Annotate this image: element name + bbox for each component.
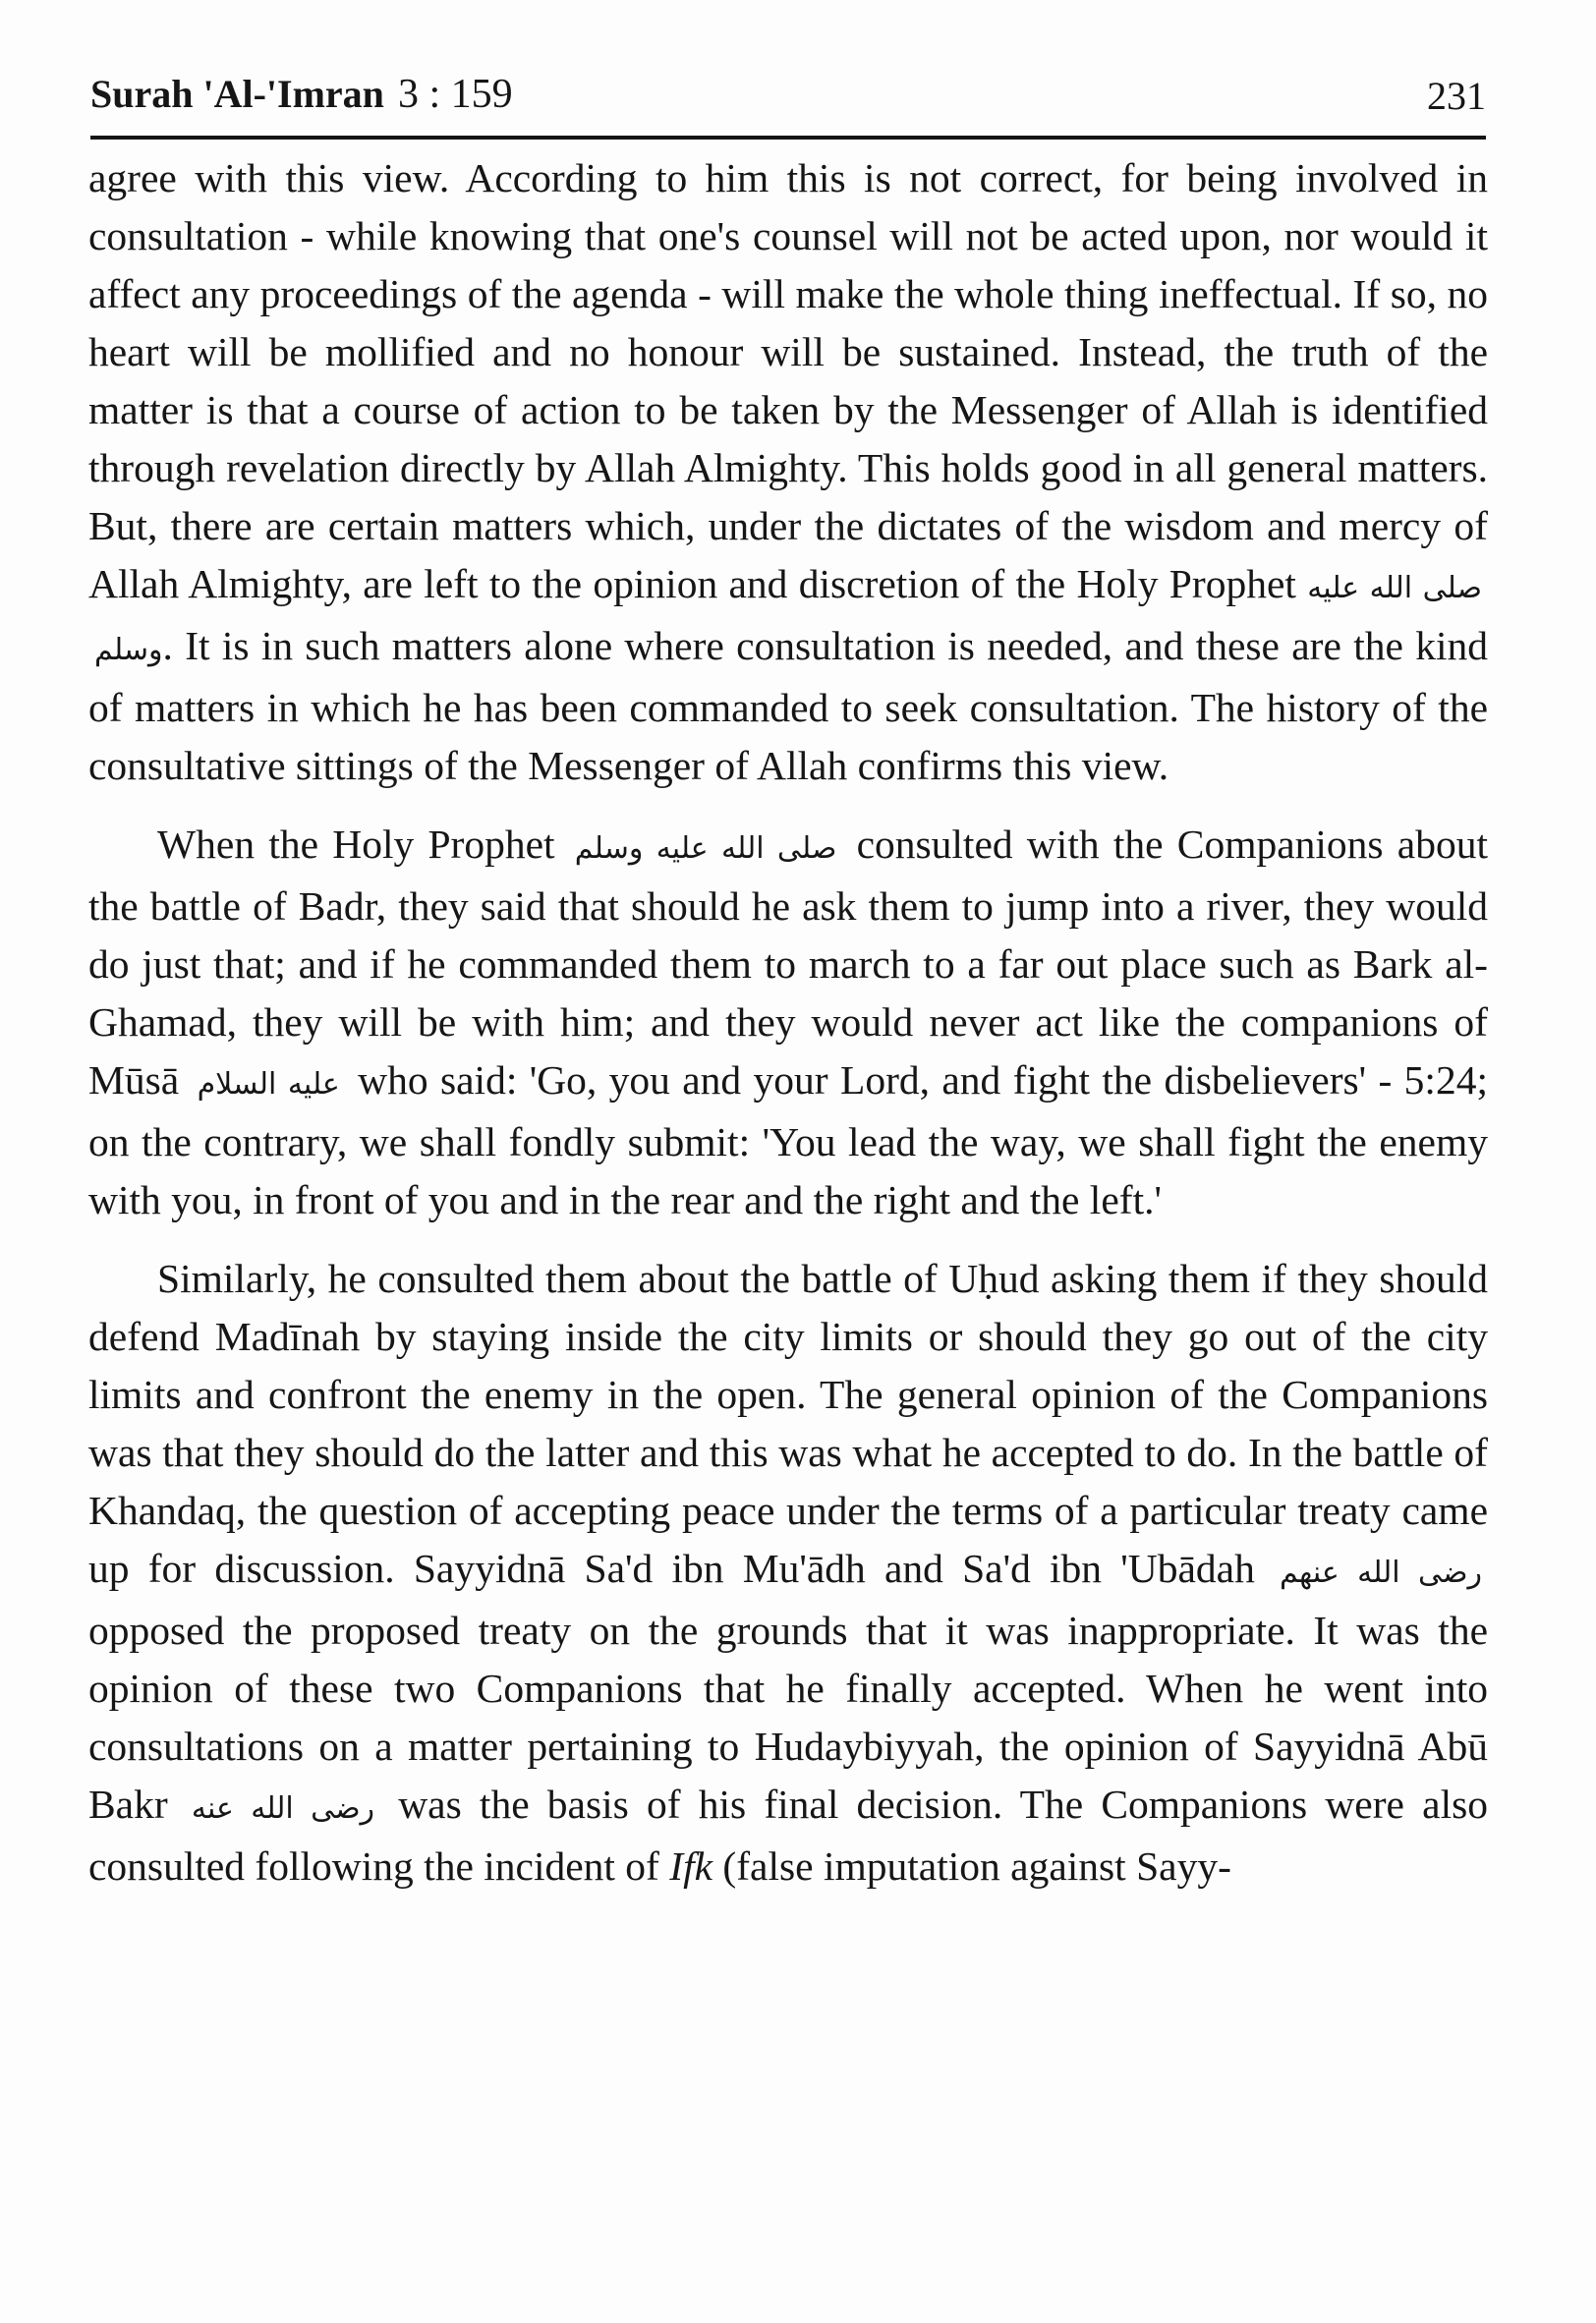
text-run: opposed the proposed treaty on the grounds that it was inappropriate. It was the opinion of these two Companions that he finally accepted. When he went into consultations on a matter pertaining to Hudaybiyyah, the opinion of Sayyidnā Abū Bakr	[88, 1608, 1488, 1827]
text-run: who said: 'Go, you and your Lord, and fight the disbelievers' - 5:24; on the contrary, we shall fondly submit: 'You lead the way, we shall fight the enemy with you, in front of you and in the rear and the right and the left.'	[88, 1057, 1488, 1222]
arabic-honorific: صلى الله عليه وسلم	[574, 831, 837, 866]
text-run: consulted with the Companions about the battle of Badr, they said that should he ask them to jump into a river, they would do just that; and if he commanded them to march to a far out place such as Bark al-Ghamad, they will be with him; and they would never act like the companions of Mūsā	[88, 822, 1489, 1103]
paragraph	[88, 149, 1488, 795]
text-run: agree with this view. According to him this is not correct, for being involved in consultation - while knowing that one's counsel will not be acted upon, nor would it affect any proceedings of the agenda - will make the whole thing ineffectual. If so, no heart will be mollified and no honour will be sustained. Instead, the truth of the matter is that a course of action to be taken by the Messenger of Allah is identified through revelation directly by Allah Almighty. This holds good in all general matters. But, there are certain matters which, under the dictates of the wisdom and mercy of Allah Almighty, are left to the opinion and discretion of the Holy Prophet	[88, 155, 1488, 606]
text-run: When the Holy Prophet	[157, 822, 569, 867]
arabic-honorific: رضى الله عنه	[191, 1791, 375, 1826]
text-run: (false imputation against Sayy-	[712, 1843, 1231, 1889]
arabic-honorific: رضى الله عنهم	[1280, 1556, 1482, 1590]
italic-term: Ifk	[669, 1843, 713, 1889]
text-run: was the basis of his final decision. The Companions were also consulted following the incident of	[88, 1782, 1488, 1889]
running-header	[90, 71, 1486, 130]
page-number: 231	[1427, 74, 1486, 118]
header-rule	[90, 136, 1486, 140]
text-run: . It is in such matters alone where consultation is needed, and these are the kind of matters in which he has been commanded to seek consultation. The history of the consultative sittings of the Messenger of Allah confirms this view.	[88, 623, 1488, 788]
paragraph	[88, 816, 1488, 1229]
paragraph	[88, 1250, 1488, 1896]
header-left	[90, 71, 513, 118]
arabic-honorific: صلى الله عليه وسلم	[94, 571, 1482, 667]
surah-name: Surah 'Al-'Imran	[90, 72, 384, 116]
body-text	[88, 149, 1488, 1916]
text-run: Similarly, he consulted them about the battle of Uḥud asking them if they should defend Madīnah by staying inside the city limits or should they go out of the city limits and confront the enemy in the open. The general opinion of the Companions was that they should do the latter and this was what he accepted to do. In the battle of Khandaq, the question of accepting peace under the terms of a particular treaty came up for discussion. Sayyidnā Sa'd ibn Mu'ādh and Sa'd ibn 'Ubādah	[88, 1256, 1488, 1591]
verse-reference: 3 : 159	[397, 72, 513, 117]
arabic-honorific: عليه السلام	[197, 1067, 340, 1102]
